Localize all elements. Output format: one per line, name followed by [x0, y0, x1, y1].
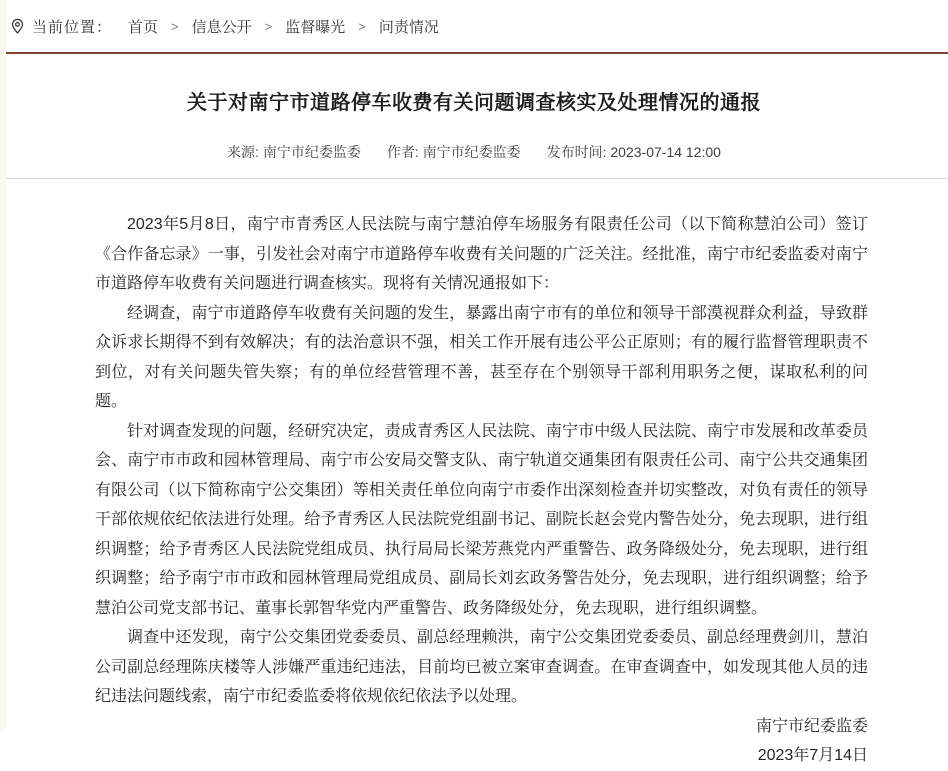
- page-title: 关于对南宁市道路停车收费有关问题调查核实及处理情况的通报: [187, 92, 761, 114]
- article-meta: [0, 142, 948, 162]
- breadcrumb-separator: >: [171, 18, 179, 34]
- meta-author: 作者: 南宁市纪委监委: [386, 144, 521, 160]
- meta-source: 来源: 南宁市纪委监委: [227, 144, 361, 160]
- breadcrumb-item-home[interactable]: 首页: [128, 18, 159, 36]
- signature-date: 2023年7月14日: [757, 747, 868, 764]
- signature-block: [0, 712, 948, 771]
- breadcrumb: [0, 0, 948, 52]
- article-body: [0, 179, 948, 712]
- paragraph: 针对调查发现的问题，经研究决定，责成青秀区人民法院、南宁市中级人民法院、南宁市发展和改革委员会、南宁市市政和园林管理局、南宁市公安局交警支队、南宁轨道交通集团有限责任公司、南宁公共交通集团有限公司（以下简称南宁公交集团）等相关责任单位向南宁市委作出深刻检查并切实整改，对负有责任的领导干部依规依纪依法进行处理。给予青秀区人民法院党组副书记、副院长赵会党内警告处分，免去现职，进行组织调整；给予青秀区人民法院党组成员、执行局局长梁芳燕党内严重警告、政务降级处分，免去现职，进行组织调整；给予南宁市市政和园林管理局党组成员、副局长刘玄政务警告处分，免去现职，进行组织调整；给予慧泊公司党支部书记、董事长郭智华党内严重警告、政务降级处分，免去现职，进行组织调整。: [95, 422, 868, 617]
- meta-publish-time: 发布时间: 2023-07-14 12:00: [546, 144, 721, 160]
- breadcrumb-item-supervision-exposure[interactable]: 监督曝光: [285, 18, 346, 36]
- breadcrumb-label: 当前位置：: [32, 18, 113, 36]
- breadcrumb-separator: >: [264, 18, 273, 34]
- accent-divider: [0, 52, 948, 54]
- paragraph: 调查中还发现，南宁公交集团党委委员、副总经理赖洪，南宁公交集团党委委员、副总经理费剑川，慧泊公司副总经理陈庆楼等人涉嫌严重违纪违法，目前均已被立案审查调查。在审查调查中，如发现其他人员的违纪违法问题线索，南宁市纪委监委将依规依纪依法予以处理。: [95, 629, 868, 705]
- left-edge-strip: [0, 0, 6, 730]
- location-pin-icon: [9, 18, 26, 35]
- breadcrumb-item-accountability[interactable]: 问责情况: [378, 18, 439, 36]
- paragraph: 2023年5月8日，南宁市青秀区人民法院与南宁慧泊停车场服务有限责任公司（以下简称慧泊公司）签订《合作备忘录》一事，引发社会对南宁市道路停车收费有关问题的广泛关注。经批准，南宁市纪委监委对南宁市道路停车收费有关问题进行调查核实。现将有关情况通报如下：: [95, 216, 868, 292]
- paragraph: 经调查，南宁市道路停车收费有关问题的发生，暴露出南宁市有的单位和领导干部漠视群众利益，导致群众诉求长期得不到有效解决；有的法治意识不强，相关工作开展有违公平公正原则；有的履行监督管理职责不到位，对有关问题失管失察；有的单位经营管理不善，甚至存在个别领导干部利用职务之便，谋取私利的问题。: [95, 304, 868, 410]
- signature: 南宁市纪委监委: [755, 717, 868, 735]
- breadcrumb-item-info-disclosure[interactable]: 信息公开: [191, 18, 252, 36]
- breadcrumb-separator: >: [358, 18, 366, 34]
